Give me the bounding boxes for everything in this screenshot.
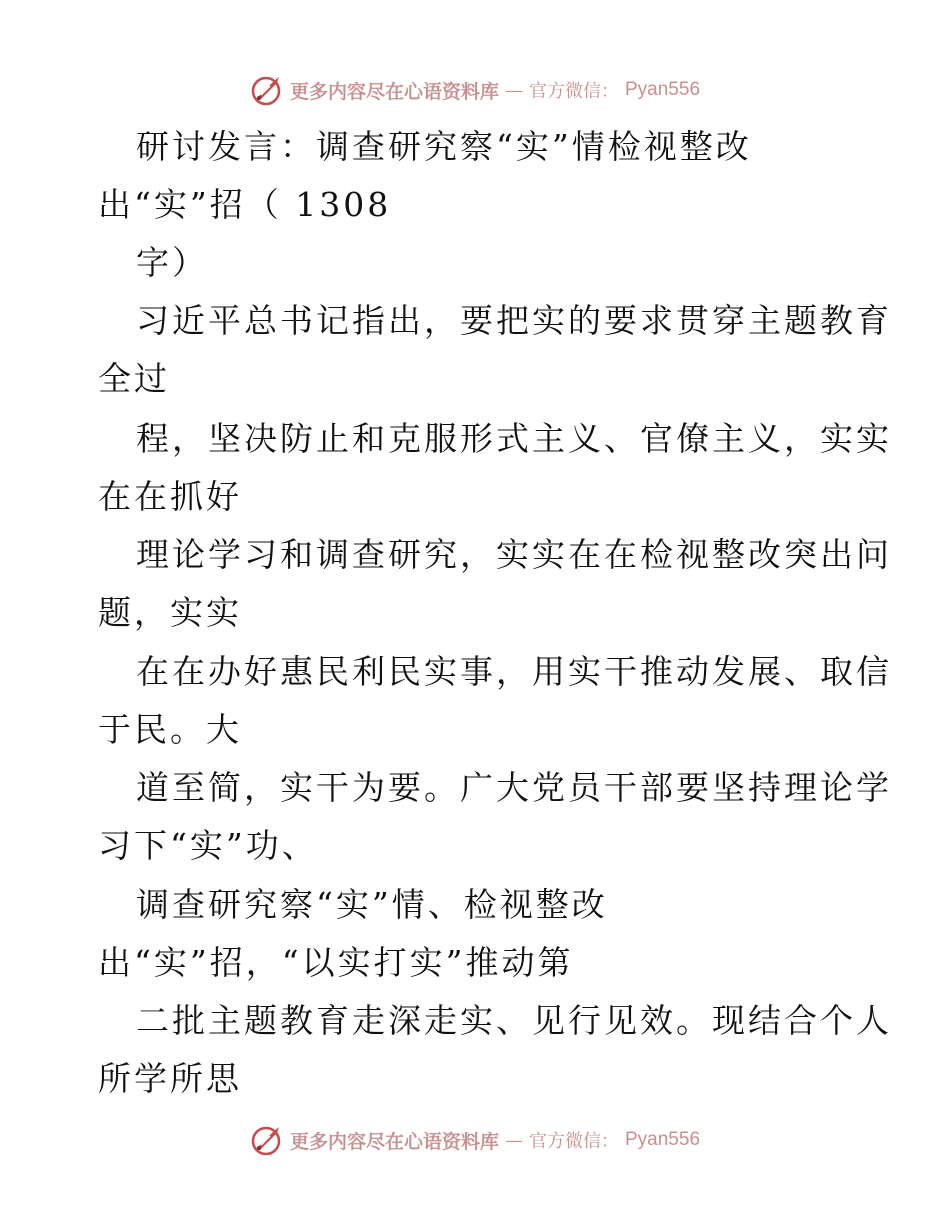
- watermark-header: [0, 70, 950, 110]
- body-line: 道至简，实干为要。广大党员干部要坚持理论学: [136, 768, 892, 807]
- watermark-text: 更多内容尽在心语资料库: [289, 80, 499, 103]
- body-line: 调查研究察“实”情、检视整改: [136, 885, 608, 924]
- body-line: 在在办好惠民利民实事，用实干推动发展、取信: [136, 652, 892, 691]
- body-line: 二批主题教育走深走实、见行见效。现结合个人: [136, 1001, 892, 1040]
- body-line: 习下“实”功、: [98, 826, 318, 865]
- quill-pen-logo-icon: [250, 1123, 284, 1157]
- watermark-wechat-id: Pyan556: [625, 1129, 701, 1150]
- body-line: 习近平总书记指出，要把实的要求贯穿主题教育: [136, 301, 892, 340]
- watermark-dash: —: [505, 79, 523, 101]
- body-line: 出“实”招（ 1308: [98, 185, 392, 224]
- body-line: 程，坚决防止和克服形式主义、官僚主义，实实: [136, 419, 892, 458]
- watermark-wechat-id: Pyan556: [625, 79, 701, 100]
- body-line: 于民。大: [98, 710, 242, 749]
- watermark-text: 更多内容尽在心语资料库: [289, 1130, 499, 1153]
- body-line: 全过: [98, 359, 170, 398]
- body-line: 研讨发言：调查研究察“实”情检视整改: [136, 127, 752, 166]
- body-line: 所学所思: [98, 1059, 242, 1098]
- quill-pen-logo-icon: [250, 73, 284, 107]
- body-line: 出“实”招，“以实打实”推动第: [98, 943, 574, 982]
- watermark-footer: [0, 1120, 950, 1160]
- watermark-official-label: 官方微信：: [529, 81, 619, 102]
- watermark-official-label: 官方微信：: [529, 1131, 619, 1152]
- body-line: 理论学习和调查研究，实实在在检视整改突出问: [136, 535, 892, 574]
- body-line: 题，实实: [98, 593, 242, 632]
- watermark-dash: —: [505, 1129, 523, 1151]
- body-line: 在在抓好: [98, 477, 242, 516]
- body-line: 字）: [136, 243, 208, 282]
